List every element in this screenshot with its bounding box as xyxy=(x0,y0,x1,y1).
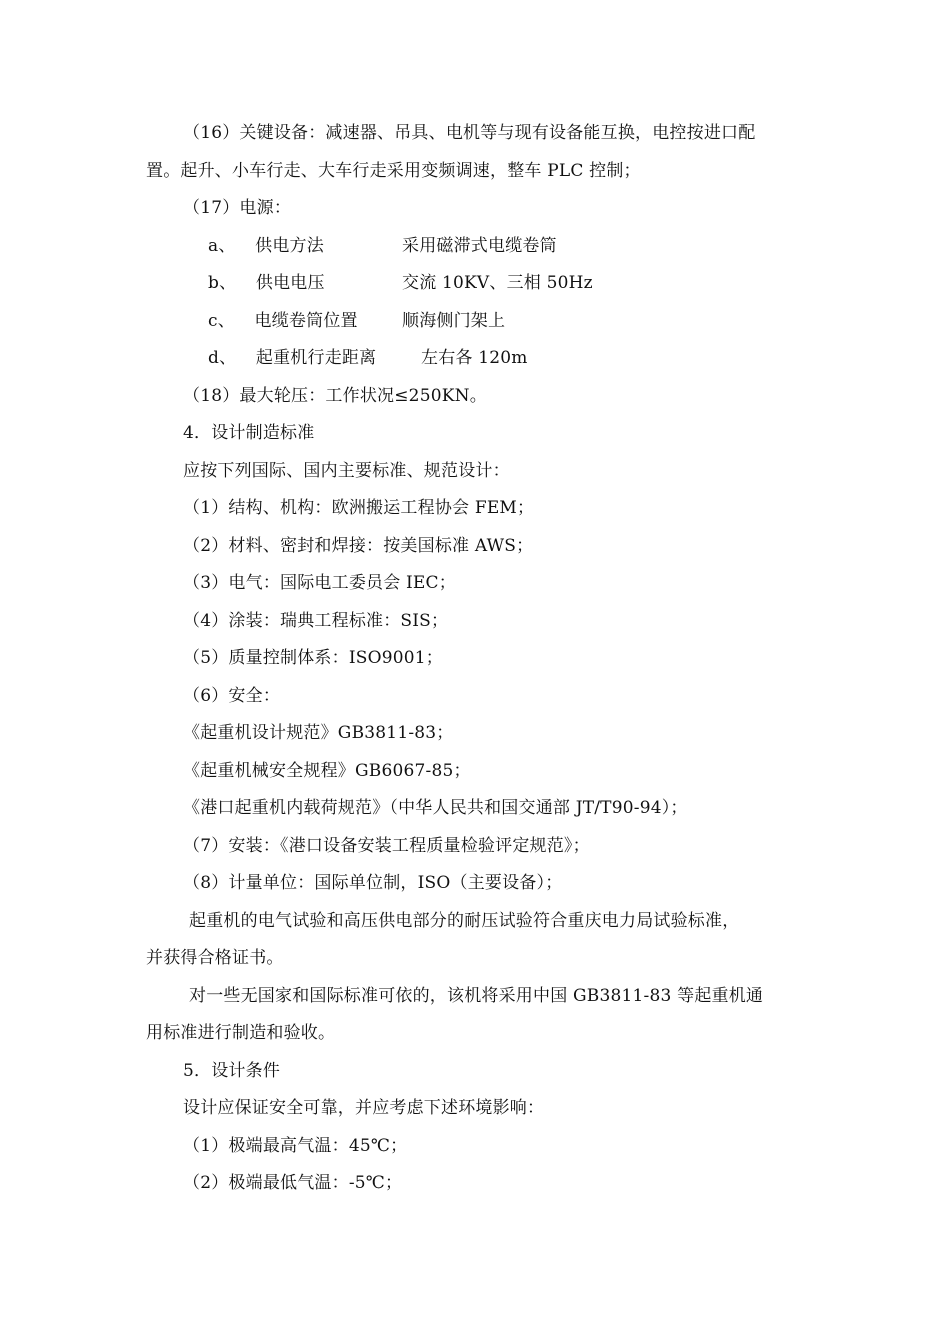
power-item-b xyxy=(208,273,593,293)
power-item-label: 供电电压 xyxy=(255,273,325,293)
standard-item: （6）安全： xyxy=(183,686,281,706)
standard-item: （1）结构、机构：欧洲搬运工程协会 FEM； xyxy=(183,498,535,518)
paragraph-electrical-test-line1: 起重机的电气试验和高压供电部分的耐压试验符合重庆电力局试验标准， xyxy=(189,911,740,931)
section5-intro: 设计应保证安全可靠，并应考虑下述环境影响： xyxy=(183,1098,545,1118)
power-item-prefix: a、 xyxy=(208,236,236,256)
item18-wheel-load: （18）最大轮压：工作状况≤250KN。 xyxy=(183,386,487,406)
standard-item: （2）材料、密封和焊接：按美国标准 AWS； xyxy=(183,536,534,556)
power-item-value: 采用磁滞式电缆卷筒 xyxy=(402,236,557,256)
power-item-value: 左右各 120m xyxy=(421,348,528,368)
section4-intro: 应按下列国际、国内主要标准、规范设计： xyxy=(183,461,510,481)
power-item-prefix: d、 xyxy=(208,348,237,368)
paragraph-gb-standard-line1: 对一些无国家和国际标准可依的，该机将采用中国 GB3811-83 等起重机通 xyxy=(189,986,764,1006)
item17-heading: （17）电源： xyxy=(183,198,292,218)
power-item-label: 供电方法 xyxy=(255,236,324,256)
item8-units: （8）计量单位：国际单位制，ISO（主要设备）； xyxy=(183,873,563,893)
safety-code: 《起重机设计规范》GB3811-83； xyxy=(183,723,454,743)
power-item-label: 起重机行走距离 xyxy=(255,348,377,368)
paragraph-electrical-test-line2: 并获得合格证书。 xyxy=(146,948,284,968)
safety-code: 《港口起重机内载荷规范》（中华人民共和国交通部 JT/T90-94）； xyxy=(183,798,688,818)
power-item-c xyxy=(208,311,506,331)
item16-line1: （16）关键设备：减速器、吊具、电机等与现有设备能互换，电控按进口配 xyxy=(183,123,756,143)
standard-item: （3）电气：国际电工委员会 IEC； xyxy=(183,573,456,593)
section4-title: 4．设计制造标准 xyxy=(183,423,315,443)
section5-title: 5．设计条件 xyxy=(183,1061,281,1081)
safety-code: 《起重机械安全规程》GB6067-85； xyxy=(183,761,471,781)
power-item-label: 电缆卷筒位置 xyxy=(254,311,358,331)
power-item-d xyxy=(208,348,528,368)
paragraph-gb-standard-line2: 用标准进行制造和验收。 xyxy=(146,1023,336,1043)
item7-install: （7）安装：《港口设备安装工程质量检验评定规范》； xyxy=(183,836,590,856)
power-item-value: 顺海侧门架上 xyxy=(402,311,506,331)
power-item-prefix: b、 xyxy=(208,273,237,293)
power-item-prefix: c、 xyxy=(208,311,235,331)
power-item-a xyxy=(208,236,557,256)
item16-line2: 置。起升、小车行走、大车行走采用变频调速，整车 PLC 控制； xyxy=(146,161,641,181)
standard-item: （4）涂装：瑞典工程标准：SIS； xyxy=(183,611,449,631)
standard-item: （5）质量控制体系：ISO9001； xyxy=(183,648,443,668)
condition-item: （1）极端最高气温：45℃； xyxy=(183,1136,408,1156)
power-item-value: 交流 10KV、三相 50Hz xyxy=(402,273,593,293)
condition-item: （2）极端最低气温：-5℃； xyxy=(183,1173,403,1193)
